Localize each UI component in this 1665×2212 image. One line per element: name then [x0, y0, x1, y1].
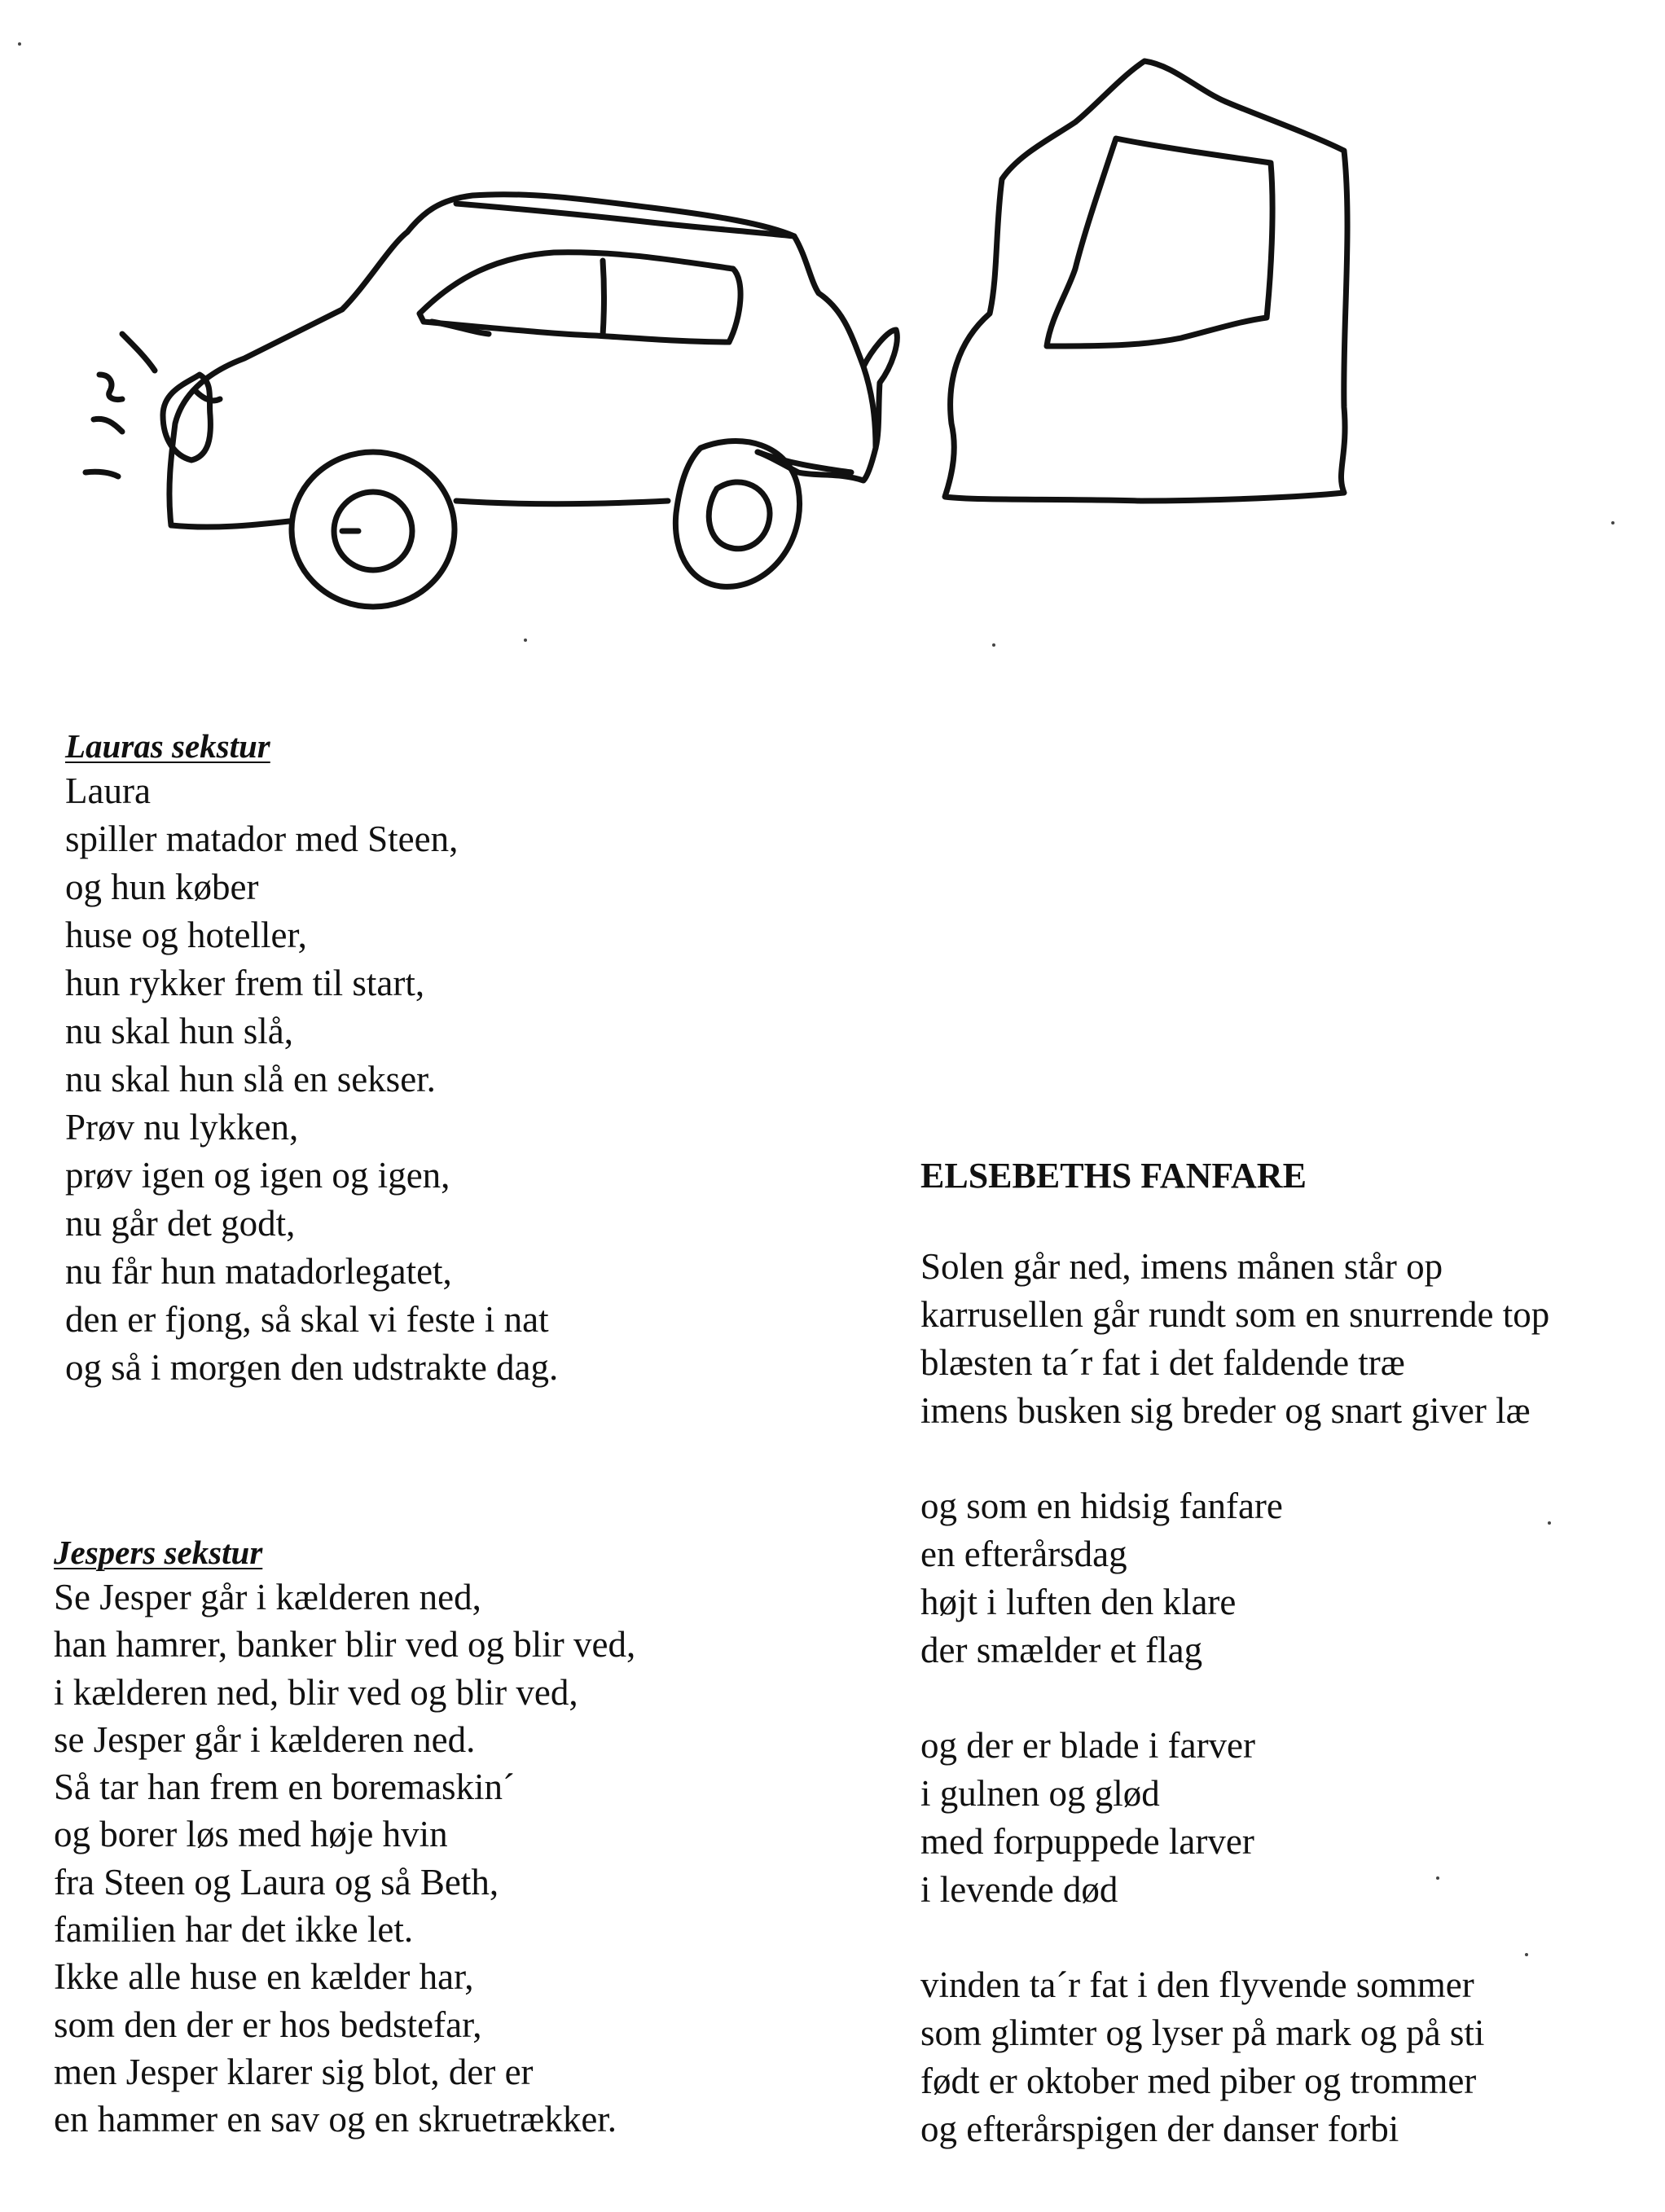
poem-line: prøv igen og igen og igen,	[65, 1155, 450, 1196]
scan-speck	[524, 639, 527, 642]
scan-speck	[18, 42, 21, 46]
front-wheel	[292, 452, 455, 607]
poem-line: den er fjong, så skal vi feste i nat	[65, 1299, 549, 1340]
poem-line: Prøv nu lykken,	[65, 1107, 299, 1148]
poem-title: Jespers sekstur	[54, 1534, 263, 1571]
light-ray-3	[94, 419, 122, 432]
poem-line: og som en hidsig fanfare	[920, 1486, 1283, 1526]
poem-line: nu går det godt,	[65, 1203, 296, 1244]
light-ray-4	[86, 472, 118, 476]
poem-line: nu skal hun slå en sekser.	[65, 1059, 436, 1099]
poem-elsebeths-fanfare	[920, 1152, 1549, 2201]
poem-line: med forpuppede larver	[920, 1821, 1254, 1862]
poem-line: og borer løs med høje hvin	[54, 1814, 448, 1855]
poem-line: Ikke alle huse en kælder har,	[54, 1956, 474, 1998]
poem-line: i kælderen ned, blir ved og blir ved,	[54, 1671, 578, 1713]
poem-line: familien har det ikke let.	[54, 1909, 414, 1951]
car-and-garage-drawing	[0, 0, 1665, 717]
poem-line: Solen går ned, imens månen står op	[920, 1246, 1443, 1287]
poem-title: Lauras sekstur	[65, 727, 270, 765]
poem-line: en hammer en sav og en skruetrækker.	[54, 2099, 617, 2140]
poem-line: vinden ta´r fat i den flyvende sommer	[920, 1964, 1474, 2005]
car-body	[169, 195, 876, 525]
poem-jespers-sekstur	[54, 1531, 635, 2144]
poem-line: nu får hun matadorlegatet,	[65, 1251, 452, 1292]
poem-line: nu skal hun slå,	[65, 1011, 293, 1051]
poem-line: og så i morgen den udstrakte dag.	[65, 1347, 559, 1388]
poem-line: en efterårsdag	[920, 1534, 1127, 1574]
poem-line: der smælder et flag	[920, 1630, 1203, 1670]
poem-line: i gulnen og glød	[920, 1773, 1160, 1814]
garage-window	[1047, 138, 1272, 346]
car-window-divider	[603, 261, 604, 336]
scan-speck	[1611, 521, 1614, 524]
poem-line: fra Steen og Laura og så Beth,	[54, 1861, 499, 1903]
poem-line: og hun køber	[65, 867, 259, 907]
poem-line: som den der er hos bedstefar,	[54, 2004, 482, 2045]
poem-line: og der er blade i farver	[920, 1725, 1256, 1766]
poem-line: men Jesper klarer sig blot, der er	[54, 2051, 534, 2092]
poem-lauras-sekstur	[65, 725, 558, 1392]
light-ray-1	[122, 334, 155, 371]
poem-title: ELSEBETHS FANFARE	[920, 1156, 1307, 1196]
poem-line: imens busken sig breder og snart giver læ	[920, 1390, 1531, 1431]
poem-lines	[65, 767, 558, 1392]
poem-line: Så tar han frem en boremaskin´	[54, 1767, 516, 1808]
garage-outline	[945, 61, 1347, 501]
poem-line: spiller matador med Steen,	[65, 819, 459, 859]
poem-line: karrusellen går rundt som en snurrende top	[920, 1294, 1550, 1335]
scan-speck	[992, 643, 995, 647]
poem-line: i levende død	[920, 1869, 1118, 1910]
poem-stanza	[920, 1961, 1549, 2153]
poem-line: født er oktober med piber og trommer	[920, 2061, 1477, 2101]
car-underside	[171, 521, 289, 527]
poem-line: og efterårspigen der danser forbi	[920, 2109, 1399, 2149]
headlight	[163, 375, 210, 460]
poem-line: se Jesper går i kælderen ned.	[54, 1718, 476, 1760]
car-rear-bottom	[758, 452, 851, 472]
poem-line: Laura	[65, 770, 151, 811]
poem-lines	[54, 1573, 635, 2144]
poem-stanza	[920, 1482, 1549, 1674]
poem-line: højt i luften den klare	[920, 1582, 1237, 1622]
poem-line: huse og hoteller,	[65, 915, 307, 955]
light-ray-2	[99, 375, 122, 400]
poem-stanza	[920, 1243, 1549, 1435]
rear-hub	[709, 482, 770, 549]
poem-line: han hamrer, banker blir ved og blir ved,	[54, 1624, 636, 1666]
car-underside-mid	[456, 501, 668, 504]
poem-line: blæsten ta´r fat i det faldende træ	[920, 1342, 1405, 1383]
poem-line: som glimter og lyser på mark og på sti	[920, 2012, 1485, 2053]
poem-line: hun rykker frem til start,	[65, 963, 425, 1003]
poem-line: Se Jesper går i kælderen ned,	[54, 1577, 481, 1617]
poem-stanza	[920, 1722, 1549, 1914]
